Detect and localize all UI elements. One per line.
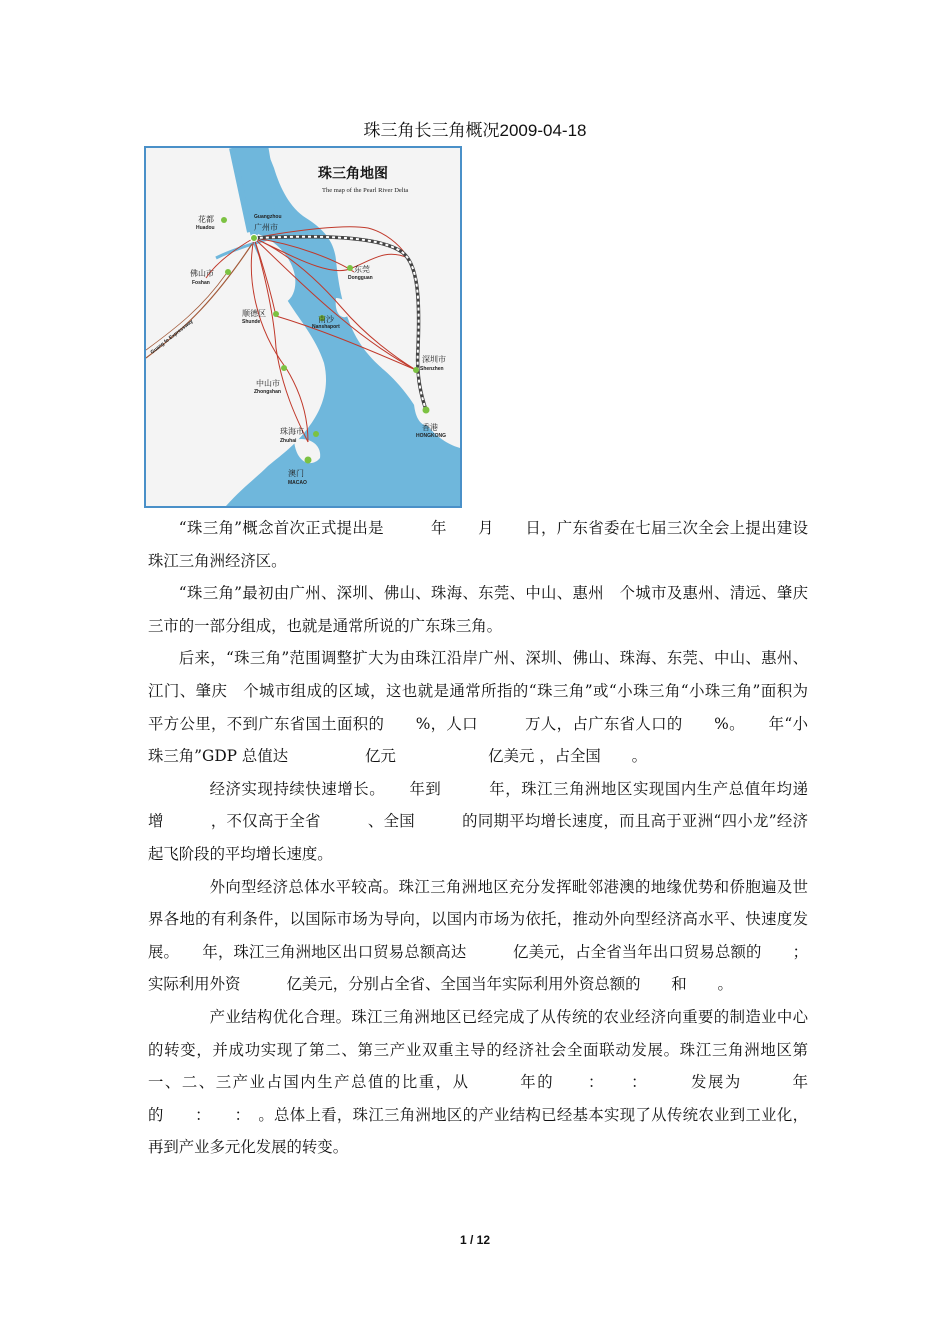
paragraph-4: 经济实现持续快速增长。 年到 年，珠江三角洲地区实现国内生产总值年均递增 ，不仅高于全省 、全国 的同期平均增长速度，而且高于亚洲“四小龙”经济起飞阶段的平均增长速度。 <box>148 779 808 863</box>
svg-text:顺德区: 顺德区 <box>242 309 266 318</box>
svg-text:珠海市: 珠海市 <box>280 427 304 436</box>
paragraph-2: “珠三角”最初由广州、深圳、佛山、珠海、东莞、中山、惠州 个城市及惠州、清远、肇庆三市的一部分组成，也就是通常所说的广东珠三角。 <box>148 584 808 635</box>
svg-text:Zhuhai: Zhuhai <box>280 438 297 444</box>
city-nansha <box>312 314 340 330</box>
pearl-river-delta-map <box>144 146 462 508</box>
map-title-en: The map of the Pearl River Delta <box>322 187 409 194</box>
svg-text:东莞: 东莞 <box>354 265 370 274</box>
svg-text:香港: 香港 <box>422 423 438 432</box>
svg-text:Shenzhen: Shenzhen <box>420 366 444 372</box>
paragraph-5: 外向型经济总体水平较高。珠江三角洲地区充分发挥毗邻港澳的地缘优势和侨胞遍及世界各地的有利条件，以国际市场为导向，以国内市场为依托，推动外向型经济高水平、快速度发展。 年，珠江三角洲地区出口贸易总额高达 亿美元，占全省当年出口贸易总额的 ；实际利用外资 亿美元，分别占全省、全国当年实际利用外资总额的 和 。 <box>148 877 808 994</box>
svg-text:Foshan: Foshan <box>192 280 210 286</box>
city-macao <box>288 457 312 487</box>
title-date: 2009-04-18 <box>499 121 587 140</box>
svg-text:广州市: 广州市 <box>254 223 278 232</box>
svg-text:深圳市: 深圳市 <box>422 355 446 364</box>
svg-text:佛山市: 佛山市 <box>190 269 214 278</box>
page-number: 1 / 12 <box>459 1233 491 1247</box>
map-title-cn: 珠三角地图 <box>318 166 388 182</box>
document-body <box>148 512 855 1164</box>
svg-text:Guangzhou: Guangzhou <box>254 214 282 220</box>
paragraph-1: “珠三角”概念首次正式提出是 年 月 日，广东省委在七届三次全会上提出建设珠江三角洲经济区。 <box>148 519 808 570</box>
svg-text:Zhongshan: Zhongshan <box>254 389 281 395</box>
document-title <box>0 116 950 141</box>
svg-text:Nanshaport: Nanshaport <box>312 324 340 330</box>
title-text: 珠三角长三角概况 <box>363 121 500 141</box>
svg-text:MACAO: MACAO <box>288 480 307 486</box>
svg-text:HONGKONG: HONGKONG <box>416 433 446 439</box>
svg-text:Huadou: Huadou <box>196 225 215 231</box>
svg-text:澳门: 澳门 <box>288 469 304 478</box>
road-label: Guang fo Expressway <box>149 318 195 356</box>
svg-text:Shunde: Shunde <box>242 319 261 325</box>
svg-text:花都: 花都 <box>198 215 214 224</box>
svg-text:Dongguan: Dongguan <box>348 275 373 281</box>
paragraph-3: 后来，“珠三角”范围调整扩大为由珠江沿岸广州、深圳、佛山、珠海、东莞、中山、惠州、江门、肇庆 个城市组成的区域，这也就是通常所指的“珠三角”或“小珠三角“小珠三角”面积为 平方公里，不到广东省国土面积的 %，人口 万人，占广东省人口的 %。 年“小珠三角”GDP 总值达 亿元 亿美元 ，占全国 。 <box>148 649 855 766</box>
svg-text:中山市: 中山市 <box>256 379 280 388</box>
svg-text:南沙: 南沙 <box>318 315 334 324</box>
paragraph-6: 产业结构优化合理。珠江三角洲地区已经完成了从传统的农业经济向重要的制造业中心的转变，并成功实现了第二、第三产业双重主导的经济社会全面联动发展。珠江三角洲地区第一、二、三产业占国内生产总值的比重，从 年的 ： ： 发展为 年的 ： ： 。总体上看，珠江三角洲地区的产业结构已经基本实现了从传统农业到工业化，再到产业多元化发展的转变。 <box>148 1007 808 1157</box>
